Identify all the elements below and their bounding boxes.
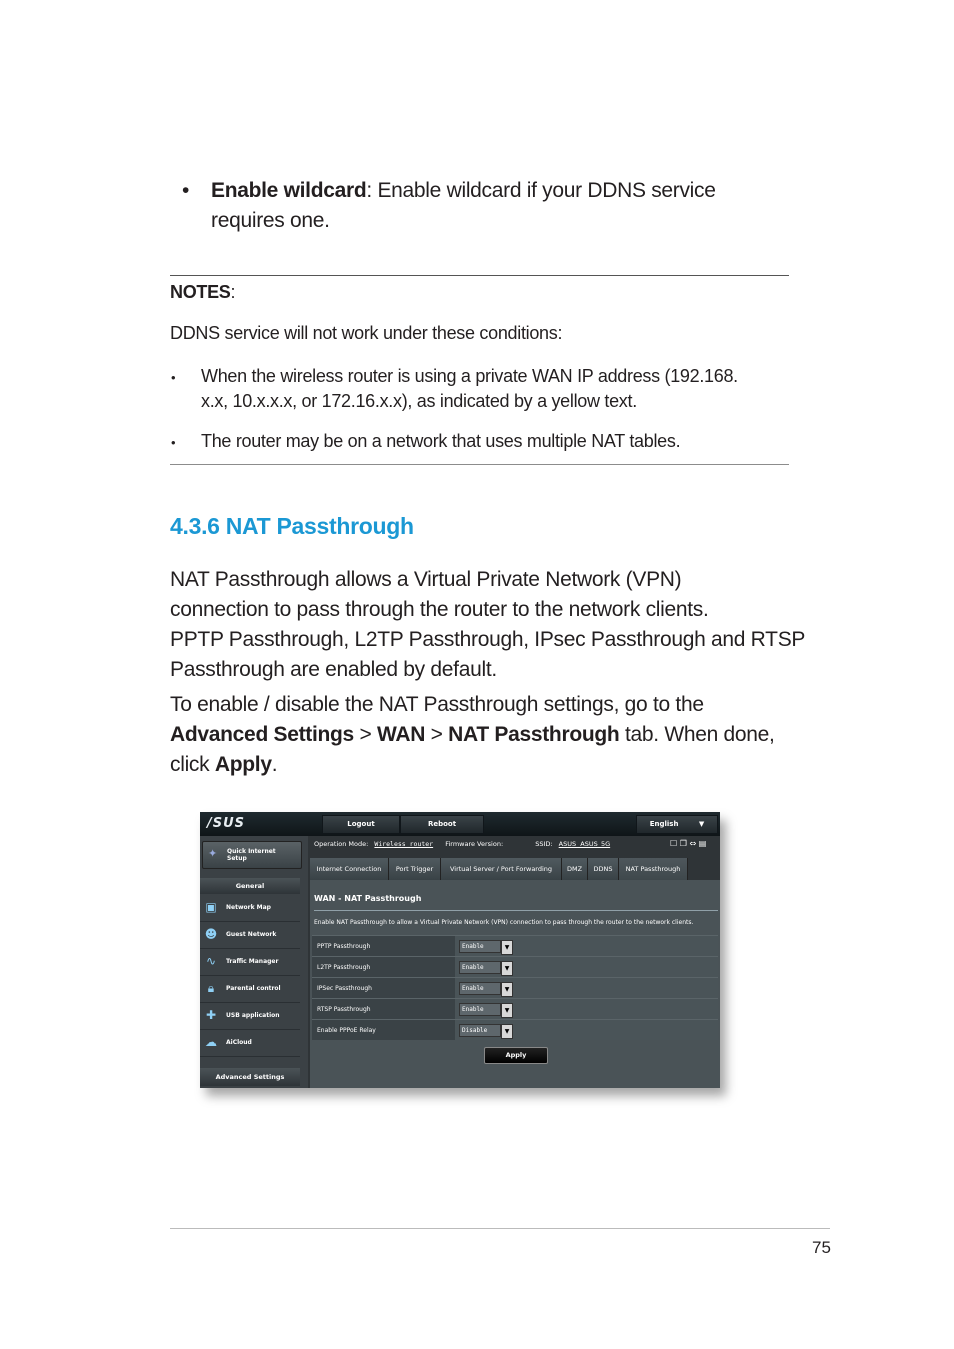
sidebar-item-parental-control[interactable] bbox=[200, 976, 300, 1003]
pppoe-relay-select[interactable]: Disable bbox=[459, 1024, 501, 1037]
setting-row-rtsp bbox=[312, 998, 718, 1019]
router-screenshot bbox=[200, 812, 720, 1088]
printer-icon: ▤ bbox=[698, 839, 707, 848]
wildcard-text-2: requires one. bbox=[211, 209, 330, 232]
notes-item-1 bbox=[201, 364, 791, 414]
guest-network-icon: ☻ bbox=[204, 927, 218, 941]
para2-line-3 bbox=[170, 750, 810, 780]
asus-logo: /SUS bbox=[207, 816, 246, 831]
section-heading: 4.3.6 NAT Passthrough bbox=[170, 513, 414, 539]
ssid-link[interactable]: ASUS ASUS_5G bbox=[558, 840, 611, 848]
sidebar-item-network-map[interactable] bbox=[200, 895, 300, 922]
operation-mode-link[interactable]: Wireless router bbox=[374, 840, 434, 848]
notes-bullet-1: • bbox=[171, 370, 176, 385]
bullet-dot: • bbox=[182, 179, 190, 202]
sidebar-item-label: Parental control bbox=[226, 985, 281, 992]
notes-title: NOTES bbox=[170, 282, 231, 302]
row-value-cell bbox=[455, 978, 718, 998]
setting-row-ipsec bbox=[312, 977, 718, 998]
panel-title: WAN - NAT Passthrough bbox=[314, 894, 422, 903]
para1-line: PPTP Passthrough, L2TP Passthrough, IPsec Passthrough and RTSP bbox=[170, 628, 806, 651]
chevron-down-icon[interactable]: ▼ bbox=[501, 982, 513, 997]
wildcard-term: Enable wildcard bbox=[211, 179, 367, 202]
sidebar-item-label: USB application bbox=[226, 1012, 280, 1019]
ipsec-select[interactable]: Enable bbox=[459, 982, 501, 995]
para1-line: connection to pass through the router to the network clients. bbox=[170, 598, 709, 621]
separator: > bbox=[425, 723, 449, 746]
tab-internet-connection[interactable]: Internet Connection bbox=[310, 858, 389, 880]
language-select[interactable] bbox=[636, 815, 718, 834]
tab-virtual-server[interactable]: Virtual Server / Port Forwarding bbox=[441, 858, 562, 880]
rtsp-select[interactable]: Enable bbox=[459, 1003, 501, 1016]
notes-title-line: NOTES: bbox=[170, 282, 236, 302]
footer-rule bbox=[170, 1228, 830, 1229]
firmware-label: Firmware Version: bbox=[445, 840, 504, 848]
notes-item-2: The router may be on a network that uses multiple NAT tables. bbox=[201, 431, 681, 451]
status-icon: ☐ bbox=[670, 839, 678, 848]
l2tp-select[interactable]: Enable bbox=[459, 961, 501, 974]
para1-line: Passthrough are enabled by default. bbox=[170, 658, 497, 681]
sidebar-item-label: AiCloud bbox=[226, 1039, 252, 1046]
setting-row-l2tp bbox=[312, 956, 718, 977]
notes-intro: DDNS service will not work under these conditions: bbox=[170, 323, 563, 343]
logout-button[interactable]: Logout bbox=[322, 815, 400, 834]
section-heading-wrap bbox=[170, 513, 414, 540]
sidebar-item-guest-network[interactable] bbox=[200, 922, 300, 949]
notes-top-rule bbox=[170, 275, 789, 276]
pptp-select[interactable]: Enable bbox=[459, 940, 501, 953]
nat-passthrough-term: NAT Passthrough bbox=[448, 723, 620, 746]
traffic-manager-icon: ∿ bbox=[205, 954, 217, 968]
wildcard-text: : Enable wildcard if your DDNS service bbox=[366, 179, 716, 202]
apply-button[interactable]: Apply bbox=[484, 1047, 548, 1064]
chevron-down-icon[interactable]: ▼ bbox=[501, 961, 513, 976]
section-paragraph-2 bbox=[170, 690, 810, 780]
para2-line-2 bbox=[170, 720, 810, 750]
click-text: click bbox=[170, 753, 215, 776]
status-icons bbox=[670, 839, 706, 848]
advanced-settings-term: Advanced Settings bbox=[170, 723, 354, 746]
sidebar-item-label: Network Map bbox=[226, 904, 271, 911]
row-value-cell bbox=[455, 936, 718, 956]
row-label: PPTP Passthrough bbox=[317, 943, 371, 950]
usb-icon: ⇔ bbox=[689, 839, 697, 848]
section-paragraph-1 bbox=[170, 565, 810, 685]
operation-mode-label: Operation Mode: bbox=[314, 840, 369, 848]
chevron-down-icon[interactable]: ▼ bbox=[501, 940, 513, 955]
chevron-down-icon[interactable]: ▼ bbox=[501, 1003, 513, 1018]
notes-bottom-rule bbox=[170, 464, 789, 465]
router-topbar bbox=[200, 812, 720, 836]
tab-port-trigger[interactable]: Port Trigger bbox=[389, 858, 441, 880]
chevron-down-icon: ▼ bbox=[698, 820, 705, 828]
wildcard-paragraph bbox=[211, 176, 791, 236]
wand-icon: ✦ bbox=[208, 847, 218, 860]
ssid-label: SSID: bbox=[535, 840, 553, 848]
tab-dmz[interactable]: DMZ bbox=[562, 858, 588, 880]
notes-item-1-line-1: When the wireless router is using a private WAN IP address (192.168. bbox=[201, 366, 738, 386]
setting-row-pptp bbox=[312, 935, 718, 956]
panel-description: Enable NAT Passthrough to allow a Virtual Private Network (VPN) connection to pass through the router to the network clients. bbox=[314, 919, 694, 926]
row-value-cell bbox=[455, 999, 718, 1019]
sidebar-item-usb-application[interactable] bbox=[200, 1003, 300, 1030]
para1-line: NAT Passthrough allows a Virtual Private Network (VPN) bbox=[170, 568, 682, 591]
puzzle-icon: ✚ bbox=[205, 1008, 217, 1022]
wan-term: WAN bbox=[377, 723, 426, 746]
page-number: 75 bbox=[812, 1238, 831, 1257]
reboot-button[interactable]: Reboot bbox=[400, 815, 484, 834]
sidebar-item-label: Guest Network bbox=[226, 931, 277, 938]
nat-panel bbox=[310, 880, 720, 1088]
row-value-cell bbox=[455, 957, 718, 977]
quick-setup-label: Quick Internet Setup bbox=[227, 848, 276, 862]
apply-term: Apply bbox=[214, 753, 272, 776]
general-header: General bbox=[200, 878, 300, 894]
router-sidebar bbox=[200, 836, 308, 1088]
tab-nat-passthrough[interactable]: NAT Passthrough bbox=[619, 858, 688, 880]
language-label: English bbox=[649, 820, 679, 828]
row-label: IPSec Passthrough bbox=[317, 985, 372, 992]
sidebar-item-label: Traffic Manager bbox=[226, 958, 279, 965]
sidebar-item-aicloud[interactable] bbox=[200, 1030, 300, 1057]
separator: > bbox=[353, 723, 377, 746]
cloud-icon: ☁ bbox=[205, 1035, 217, 1049]
advanced-settings-header[interactable]: Advanced Settings bbox=[200, 1068, 300, 1086]
row-label: Enable PPPoE Relay bbox=[317, 1027, 376, 1034]
period: . bbox=[271, 753, 278, 776]
tab-ddns[interactable]: DDNS bbox=[588, 858, 619, 880]
sidebar-item-traffic-manager[interactable] bbox=[200, 949, 300, 976]
tab-when-done: tab. When done, bbox=[619, 723, 775, 746]
notes-item-1-line-2: x.x, 10.x.x.x, or 172.16.x.x), as indicated by a yellow text. bbox=[201, 391, 637, 411]
setting-row-pppoe-relay bbox=[312, 1019, 718, 1040]
copy-icon: ❐ bbox=[679, 839, 687, 848]
panel-divider bbox=[314, 910, 718, 911]
para2-line-1: To enable / disable the NAT Passthrough settings, go to the bbox=[170, 693, 704, 716]
operation-mode-line bbox=[314, 840, 610, 848]
quick-internet-setup-button[interactable] bbox=[202, 841, 302, 869]
row-label: L2TP Passthrough bbox=[317, 964, 371, 971]
notes-bullet-2: • bbox=[171, 435, 176, 450]
row-value-cell bbox=[455, 1020, 718, 1040]
lock-icon: 🔒︎ bbox=[207, 981, 215, 995]
network-map-icon: ▣ bbox=[205, 900, 217, 914]
row-label: RTSP Passthrough bbox=[317, 1006, 371, 1013]
chevron-down-icon[interactable]: ▼ bbox=[501, 1024, 513, 1039]
